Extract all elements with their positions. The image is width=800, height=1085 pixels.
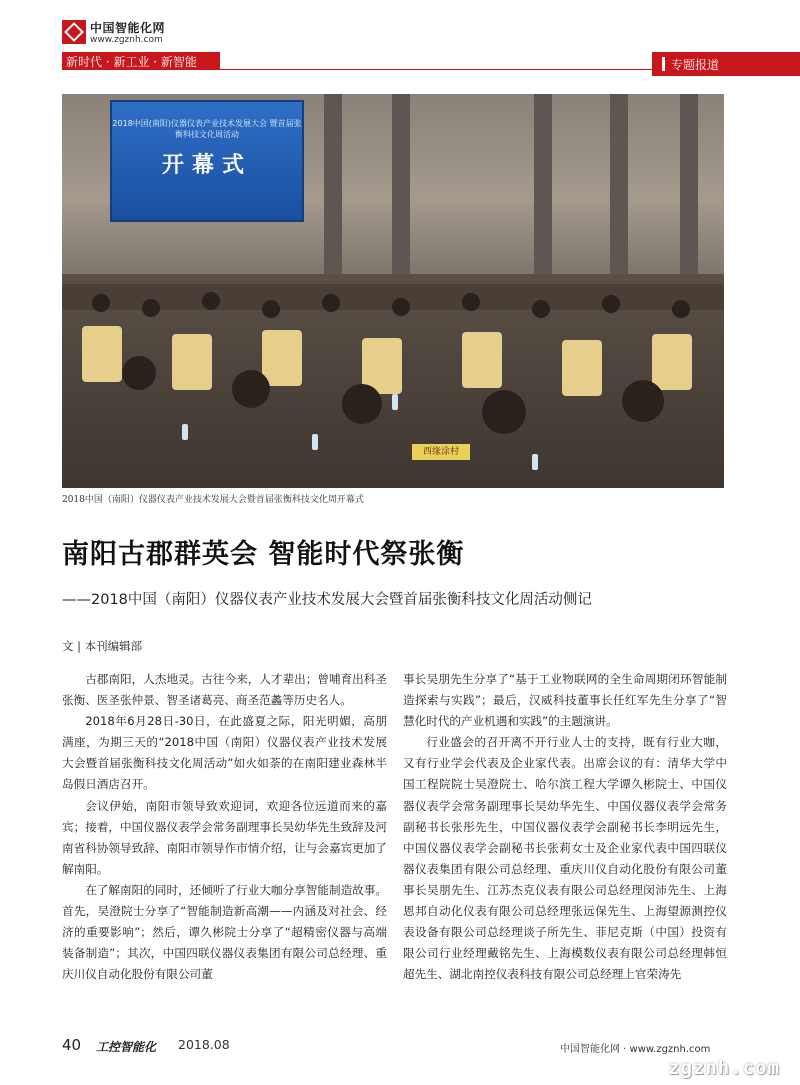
header-rule: [62, 69, 652, 70]
site-name: 中国智能化网: [90, 21, 166, 35]
stage-screen-heading: 开幕式: [161, 153, 252, 178]
paragraph: 会议伊始，南阳市领导致欢迎词，欢迎各位远道而来的嘉宾；接着，中国仪器仪表学会常务副理事长吴幼华先生致辞及河南省科协领导致辞、南阳市领导作市情介绍，让与会嘉宾更加了解南阳。: [62, 798, 387, 876]
photo-caption: 2018中国（南阳）仪器仪表产业技术发展大会暨首届张衡科技文化周开幕式: [62, 495, 364, 505]
paragraph: 2018年6月28日-30日，在此盛夏之际，阳光明媚，高朋满座，为期三天的“2018中国（南阳）仪器仪表产业技术发展大会暨首届张衡科技文化周活动”如火如荼的在南阳建业森林半岛假日酒店召开。: [62, 714, 387, 792]
byline: 文 | 本刊编辑部: [62, 639, 143, 653]
site-url: www.zgznh.com: [90, 35, 163, 45]
body-column-right: [403, 669, 727, 985]
article-subtitle: ——2018中国（南阳）仪器仪表产业技术发展大会暨首届张衡科技文化周活动侧记: [62, 592, 592, 608]
conference-photo: [62, 94, 724, 488]
paragraph: 古郡南阳，人杰地灵。古往今来，人才辈出；曾哺育出科圣张衡、医圣张仲景、智圣诸葛亮、商圣范蠡等历史名人。: [62, 672, 387, 708]
footer-site: 中国智能化网 · www.zgznh.com: [560, 1044, 711, 1055]
body-column-left: [62, 669, 387, 985]
paragraph: 行业盛会的召开离不开行业人士的支持，既有行业大咖，又有行业学会代表及企业家代表。出席会议的有：清华大学中国工程院院士吴澄院士、哈尔滨工程大学谭久彬院士、中国仪器仪表学会常务副理事长吴幼华先生、中国仪器仪表学会常务副秘书长张彤先生，中国仪器仪表学会副秘书长李明远先生，中国仪器仪表学会副秘书长张莉女士及企业家代表中国四联仪器仪表集团有限公司总经理、重庆川仪自动化股份有限公司董事长吴朋先生、江苏杰克仪表有限公司总经理闵沛先生、上海恩邦自动化仪表有限公司总经理张远保先生、上海望源测控仪表设备有限公司总经理谈子所先生、菲尼克斯（中国）投资有限公司行业经理戴铭先生、上海模数仪表有限公司总经理韩恒超先生、湖北南控仪表科技有限公司总经理上官荣涛先: [403, 735, 727, 982]
article-title: 南阳古郡群英会 智能时代祭张衡: [62, 539, 465, 570]
section-label: 专题报道: [671, 58, 720, 72]
slogan: 新时代 · 新工业 · 新智能: [66, 55, 197, 69]
paragraph-continued: 事长吴朋先生分享了“基于工业物联网的全生命周期闭环智能制造探索与实践”；最后，汉威科技董事长任红军先生分享了“智慧化时代的产业机遇和实践”的主题演讲。: [403, 672, 727, 729]
magazine-name: 工控智能化: [96, 1040, 157, 1054]
table-sign: 西缘涂村: [412, 444, 470, 460]
section-marker: [662, 57, 665, 71]
stage-screen-title: 2018中国(南阳)仪器仪表产业技术发展大会 暨首届张衡科技文化周活动: [112, 119, 302, 139]
issue-date: 2018.08: [178, 1037, 230, 1052]
watermark: zgznh.com: [668, 1057, 780, 1079]
page-number: 40: [62, 1036, 82, 1054]
stage-screen: [110, 100, 304, 222]
paragraph: 在了解南阳的同时，还倾听了行业大咖分享智能制造故事。首先，吴澄院士分享了“智能制造新高潮——内涵及对社会、经济的重要影响”；然后，谭久彬院士分享了“超精密仪器与高端装备制造”；其次，中国四联仪器仪表集团有限公司总经理、重庆川仪自动化股份有限公司董: [62, 882, 387, 982]
site-logo-icon: [62, 20, 86, 44]
